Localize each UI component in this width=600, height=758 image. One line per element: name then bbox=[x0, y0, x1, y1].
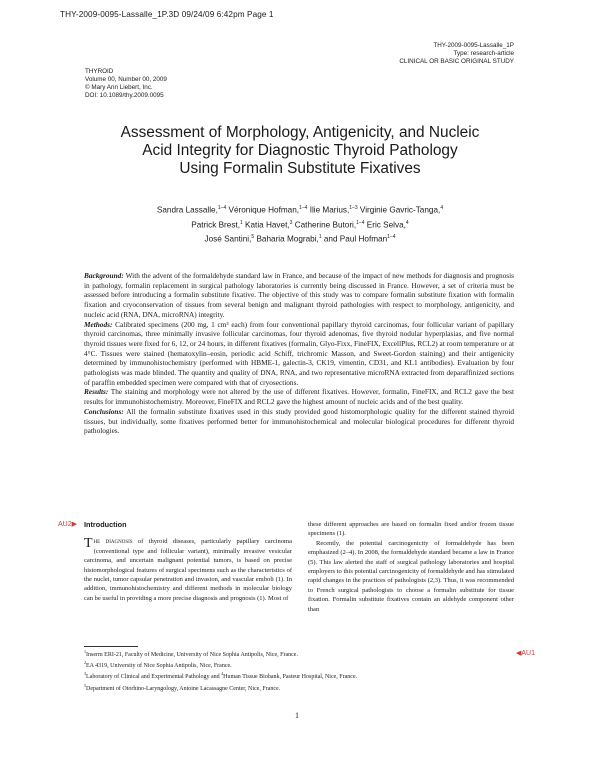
article-title bbox=[60, 124, 540, 178]
author-affiliation: 4 bbox=[405, 219, 409, 226]
author-name: Sandra Lassalle, bbox=[156, 205, 218, 215]
author-name: Baharia Mograbi, bbox=[256, 235, 319, 245]
page-number: 1 bbox=[295, 711, 299, 720]
column-left bbox=[84, 520, 292, 603]
footnote-rule bbox=[84, 646, 138, 647]
author-affiliation: 5 bbox=[251, 234, 255, 241]
journal-info bbox=[85, 68, 167, 100]
author-name: Catherine Butori, bbox=[294, 220, 357, 230]
author-name: Eric Selva, bbox=[366, 220, 406, 230]
abstract-methods: Methods: Calibrated specimens (200 mg, 1 cm³ each) from four conventional papillary thyroid carcinomas, four follicular variant of papillary thyroid carcinomas, three minimally invasive follicular carcinomas, four thyroid adenomas, five thyroid nodular hyperplasias, and five normal thyroid tissues were fixed for 6, 12, or 24 hours, in different fixatives (formalin, Glyo-Fixx, FineFIX, ExcellPlus, RCL2) at room temperature or at 4°C. Tissues were stained (hematoxylin–eosin, periodic acid Schiff, trichromic Masson, and Sweet-Gordon staining) and their antigenicity determined by immunohistochemistry (performed with HBME-1, galectin-3, CK19, vimentin, CD31, and KL1 antibodies). Evaluation by four pathologists was made blinded. The quantity and quality of DNA, RNA, and two representative microRNA extracted from deparaffinized sections of paraffin embedded specimen were compared with that of cryosections. bbox=[84, 319, 514, 387]
title-line-3: Using Formalin Substitute Fixatives bbox=[179, 160, 421, 177]
journal-volume: Volume 00, Number 00, 2009 bbox=[85, 76, 167, 83]
author-affiliation: 1–3 bbox=[349, 205, 358, 211]
journal-copyright: © Mary Ann Liebert, Inc. bbox=[85, 84, 153, 91]
section-heading-introduction: Introduction bbox=[84, 520, 127, 529]
author-query-marker-au2[interactable]: AU2▶ bbox=[58, 521, 78, 528]
footnote-2: $^2$EA 4319, University of Nice Sophia Antipolis, Nice, France. bbox=[84, 660, 232, 670]
abstract bbox=[84, 271, 514, 436]
author-list bbox=[100, 202, 500, 246]
abstract-results: Results: The staining and morphology were not altered by the use of different fixatives. However, formalin, FineFIX, and RCL2 gave the best results for immunohistochemistry. Moreover, FineFIX and RCL2 gave the highest amount of nucleic acids and of the best quality. bbox=[84, 387, 514, 407]
author-query-marker-au1[interactable]: ◀AU1 bbox=[516, 650, 536, 657]
author-affiliation: 1–4 bbox=[387, 234, 396, 241]
journal-name: THYROID bbox=[85, 68, 114, 75]
footnote-3: $^3$Laboratory of Clinical and Experimental Pathology and $^4$Human Tissue Biobank, Pasteur Hospital, Nice, France. bbox=[84, 671, 358, 681]
title-line-1: Assessment of Morphology, Antigenicity, and Nucleic bbox=[120, 124, 480, 141]
abstract-background: Background: With the advent of the formaldehyde standard law in France, and because of the impact of new methods for diagnosis and prognosis in pathology, formalin replacement in surgical pathology laboratories is currently being discussed in France. However, a set of criteria must be assessed before introducing a formalin substitute fixative. The objective of this study was to compare formalin substitute fixation with formalin fixation and cryoconservation of tissues from several benign and malignant thyroid pathologies with respect to morphology, antigenicity, and nucleic acid (RNA, DNA, microRNA) integrity. bbox=[84, 271, 514, 319]
article-type: Type: research-article bbox=[453, 50, 514, 57]
footnote-5: $^5$Department of Otorhino-Laryngology, Antoine Lacassagne Center, Nice, France. bbox=[84, 682, 281, 692]
author-name: José Santini, bbox=[204, 235, 252, 245]
author-affiliation: 1 bbox=[239, 219, 243, 226]
article-id-block bbox=[399, 42, 514, 66]
author-affiliation: 1–4 bbox=[299, 205, 308, 211]
author-name: Virginie Gavric-Tanga, bbox=[359, 205, 441, 215]
print-slug: THY-2009-0095-Lassalle_1P.3D 09/24/09 6:42pm Page 1 bbox=[60, 10, 274, 19]
affiliation-footnotes bbox=[84, 648, 514, 693]
author-name: Katia Havet, bbox=[245, 220, 290, 230]
author-name: Véronique Hofman, bbox=[228, 205, 300, 215]
abstract-conclusions: Conclusions: All the formalin substitute fixatives used in this study provided good histomorphologic quality for the different stained thyroid tissues, but individually, some fixatives performed better for immunohistochemical and molecular biological procedures for different thyroid pathologies. bbox=[84, 406, 514, 436]
author-name: Ilie Marius, bbox=[309, 205, 350, 215]
column-right bbox=[308, 520, 514, 614]
article-code: THY-2009-0095-Lassalle_1P bbox=[433, 42, 514, 49]
author-affiliation: 4 bbox=[440, 205, 444, 211]
author-affiliation: 1–4 bbox=[217, 205, 227, 211]
author-affiliation: 1–4 bbox=[356, 219, 365, 226]
drop-cap: T bbox=[84, 536, 93, 552]
author-name: and Paul Hofman bbox=[323, 235, 388, 245]
author-affiliation: 1 bbox=[318, 234, 322, 241]
intro-paragraph-2: these different approaches are based on formalin fixed and/or frozen tissue specimens (1). bbox=[308, 521, 514, 538]
article-category: CLINICAL OR BASIC ORIGINAL STUDY bbox=[399, 58, 514, 65]
author-name: Patrick Brest, bbox=[191, 220, 240, 230]
footnote-1: $^1$Inserm ERI-21, Faculty of Medicine, University of Nice Sophia Antipolis, Nice, France. bbox=[84, 649, 298, 658]
intro-paragraph-1: The diagnosis of thyroid diseases, particularly papillary carcinoma (conventional type and follicular variant), minimally invasive vesicular carcinoma, and uncertain malignant potential tumors, is based on precise histomorphological features of surgical specimens such as the characteristics of the nuclei, tumor capsular penetration and invasion, and vascular emboli (1). In addition, immunohistochemistry and different methods in molecular biology can be useful in providing a more precise diagnosis and prognosis (1). Most of bbox=[84, 536, 292, 602]
intro-paragraph-3: Recently, the potential carcinogenicity of formaldehyde has been emphasized (2–4). In 2008, the formaldehyde standard became a law in France (5). This law alerted the staff of surgical pathology laboratories and hospital employers to this potential carcinogenicity of formaldehyde and has stimulated rapid changes in the practices of pathologists (2,3). Thus, it was recommended to French surgical pathologists to choose a formalin substitute for tissue fixation. Formalin substitute fixatives contain an aldehyde component other than bbox=[308, 539, 514, 613]
author-affiliation: 3 bbox=[289, 219, 293, 226]
title-line-2: Acid Integrity for Diagnostic Thyroid Pathology bbox=[142, 142, 458, 159]
journal-doi: DOI: 10.1089/thy.2009.0095 bbox=[85, 92, 164, 99]
